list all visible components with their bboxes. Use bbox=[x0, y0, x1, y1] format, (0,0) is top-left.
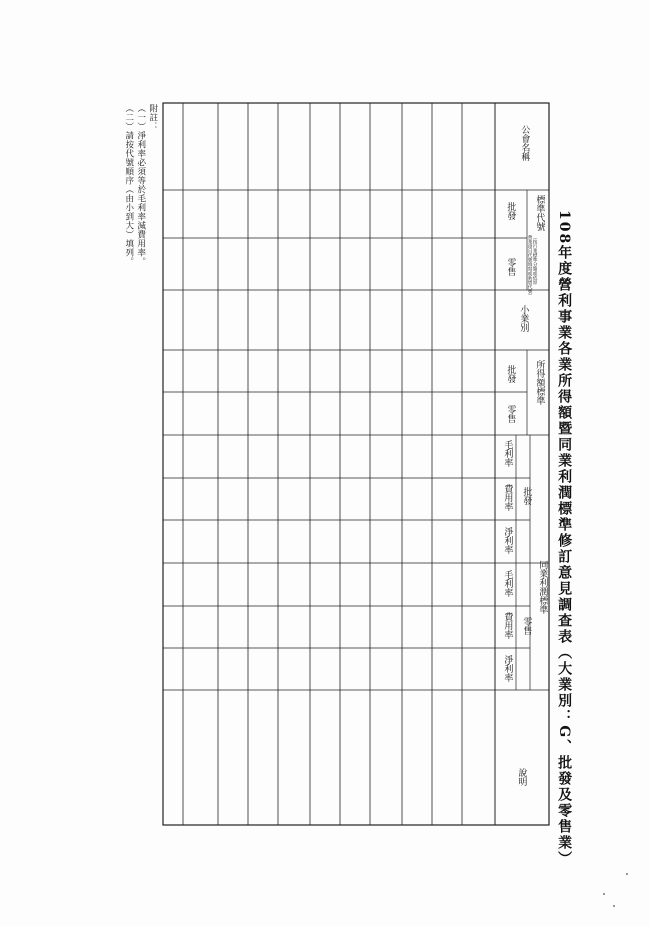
remarks-header: 說明 bbox=[516, 768, 527, 786]
income-wholesale-header: 批發 bbox=[505, 365, 516, 383]
net-margin-header-1: 淨利率 bbox=[502, 527, 513, 554]
profit-wholesale-header: 批發 bbox=[521, 487, 532, 505]
net-margin-header-2: 淨利率 bbox=[502, 655, 513, 682]
profit-standard-header: 同業利潤標準 bbox=[537, 560, 548, 614]
scan-speck bbox=[613, 905, 615, 907]
gross-margin-header-1: 毛利率 bbox=[502, 440, 513, 467]
profit-retail-header: 零售 bbox=[521, 617, 532, 635]
code-wholesale-header: 批發 bbox=[505, 202, 516, 220]
income-standard-header: 所得額標準 bbox=[534, 360, 545, 405]
note-1: （一）淨利率必須等於毛利率減費用率。 bbox=[135, 104, 146, 266]
table-border bbox=[163, 103, 549, 825]
notes-label: 附註： bbox=[147, 104, 158, 131]
expense-rate-header-2: 費用率 bbox=[502, 612, 513, 639]
page-title: 108年度營利事業各業所得額暨同業利潤標準修訂意見調查表（大業別：G、批發及零售業） bbox=[556, 210, 573, 868]
gross-margin-header-2: 毛利率 bbox=[502, 570, 513, 597]
code-note: （按行業標準分類或依原 bbox=[532, 235, 538, 285]
expense-rate-header-1: 費用率 bbox=[502, 484, 513, 511]
scan-speck bbox=[603, 893, 605, 895]
code-header: 標準代號 bbox=[534, 195, 545, 231]
scan-speck bbox=[626, 873, 628, 875]
code-retail-header: 零售 bbox=[505, 258, 516, 276]
code-note-2: 營業項目代號填寫或新增代號） bbox=[527, 235, 533, 298]
income-retail-header: 零售 bbox=[505, 405, 516, 423]
small-category-header: 小業別 bbox=[518, 305, 529, 332]
association-header: 公會名稱 bbox=[519, 125, 530, 161]
note-2: （二）請按代號順序（由小到大）填列。 bbox=[123, 104, 134, 266]
